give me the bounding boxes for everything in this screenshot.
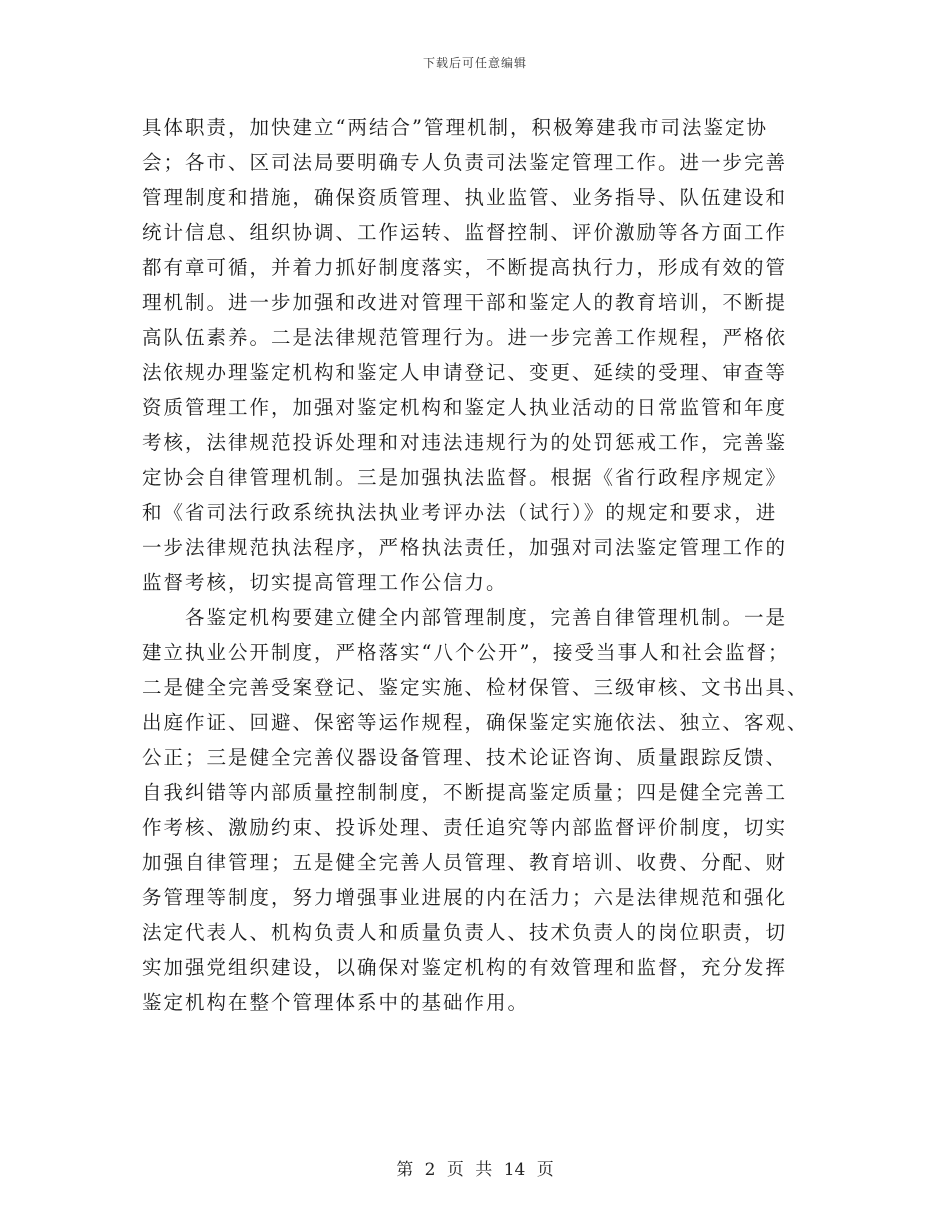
text-line: 加强自律管理；五是健全完善人员管理、教育培训、收费、分配、财 <box>142 851 788 874</box>
text-line: 管理制度和措施，确保资质管理、执业监管、业务指导、队伍建设和 <box>142 186 788 209</box>
document-body <box>142 110 809 1020</box>
text-line: 定协会自律管理机制。三是加强执法监督。根据《省行政程序规定》 <box>142 466 788 489</box>
text-line: 二是健全完善受案登记、鉴定实施、检材保管、三级审核、文书出具、 <box>142 676 809 699</box>
text-line: 鉴定机构在整个管理体系中的基础作用。 <box>142 991 530 1014</box>
paragraph-2 <box>142 600 809 1020</box>
text-line: 建立执业公开制度，严格落实“八个公开”，接受当事人和社会监督； <box>142 641 790 664</box>
text-line: 法依规办理鉴定机构和鉴定人申请登记、变更、延续的受理、审查等 <box>142 361 788 384</box>
text-line: 和《省司法行政系统执法执业考评办法（试行）》的规定和要求，进 <box>142 501 778 524</box>
text-line: 实加强党组织建设，以确保对鉴定机构的有效管理和监督，充分发挥 <box>142 956 788 979</box>
text-line: 作考核、激励约束、投诉处理、责任追究等内部监督评价制度，切实 <box>142 816 788 839</box>
text-line: 具体职责，加快建立“两结合”管理机制，积极筹建我市司法鉴定协 <box>142 116 768 139</box>
text-line: 出庭作证、回避、保密等运作规程，确保鉴定实施依法、独立、客观、 <box>142 711 809 734</box>
text-line: 监督考核，切实提高管理工作公信力。 <box>142 571 508 594</box>
text-line: 各鉴定机构要建立健全内部管理制度，完善自律管理机制。一是 <box>142 606 788 629</box>
text-line: 会；各市、区司法局要明确专人负责司法鉴定管理工作。进一步完善 <box>142 151 788 174</box>
text-line: 理机制。进一步加强和改进对管理干部和鉴定人的教育培训，不断提 <box>142 291 788 314</box>
text-line: 自我纠错等内部质量控制制度，不断提高鉴定质量；四是健全完善工 <box>142 781 788 804</box>
text-line: 统计信息、组织协调、工作运转、监督控制、评价激励等各方面工作 <box>142 221 788 244</box>
text-line: 法定代表人、机构负责人和质量负责人、技术负责人的岗位职责，切 <box>142 921 788 944</box>
page-header: 下载后可任意编辑 <box>422 56 527 70</box>
text-line: 公正；三是健全完善仪器设备管理、技术论证咨询、质量跟踪反馈、 <box>142 746 788 769</box>
text-line: 高队伍素养。二是法律规范管理行为。进一步完善工作规程，严格依 <box>142 326 788 349</box>
text-line: 务管理等制度，努力增强事业进展的内在活力；六是法律规范和强化 <box>142 886 788 909</box>
page-number-footer: 第 2 页 共 14 页 <box>396 1160 554 1180</box>
text-line: 资质管理工作，加强对鉴定机构和鉴定人执业活动的日常监管和年度 <box>142 396 788 419</box>
paragraph-1 <box>142 110 806 600</box>
text-line: 一步法律规范执法程序，严格执法责任，加强对司法鉴定管理工作的 <box>142 536 788 559</box>
text-line: 都有章可循，并着力抓好制度落实，不断提高执行力，形成有效的管 <box>142 256 788 279</box>
text-line: 考核，法律规范投诉处理和对违法违规行为的处罚惩戒工作，完善鉴 <box>142 431 788 454</box>
